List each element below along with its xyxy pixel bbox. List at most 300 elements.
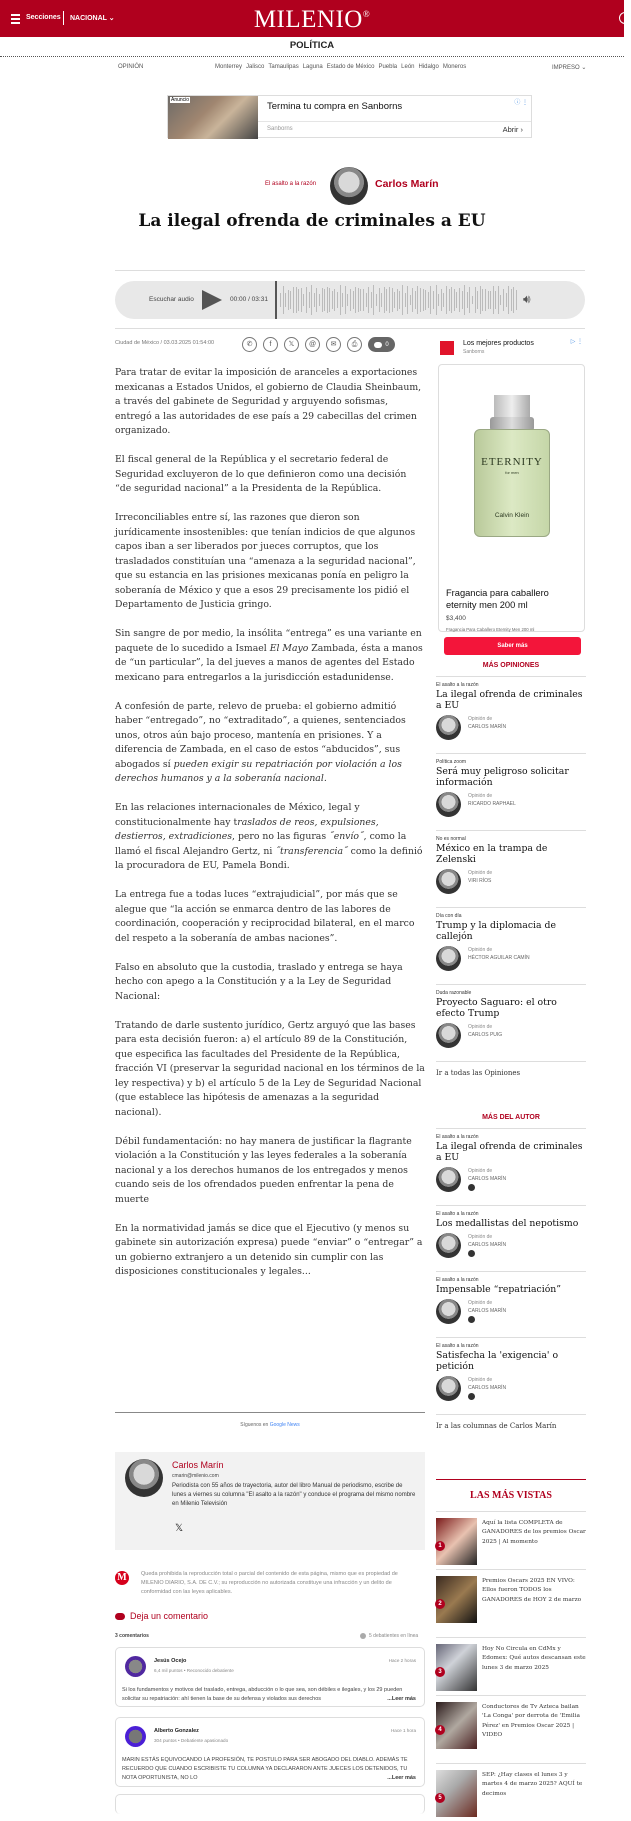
online-dot-icon xyxy=(360,1633,366,1639)
divider xyxy=(115,270,585,271)
waveform-bar xyxy=(360,289,361,311)
opinion-author-name[interactable]: CARLOS MARÍN xyxy=(468,1308,507,1314)
learn-more-button[interactable]: Saber más xyxy=(444,637,581,655)
ad-badge: Anuncio xyxy=(171,97,190,103)
waveform-bar xyxy=(438,294,439,305)
comment-text: Si los fundamentos y motivos del traslado, entrega, abducción o lo que sea, son débiles e ilegales, y los 29 pueden solicitar su repatriación: ahí tienen la base de su defensa y violados sus derechos xyxy=(122,1687,403,1702)
comment-count-value: 0 xyxy=(385,341,389,348)
print-icon[interactable]: ⎙ xyxy=(347,337,362,352)
opinion-author xyxy=(436,946,586,978)
opinion-headline[interactable]: Será muy peligroso solicitar información xyxy=(436,766,569,788)
follow-text: Síguenos en xyxy=(240,1422,269,1428)
author-box-email[interactable]: cmarin@milenio.com xyxy=(172,1473,219,1479)
waveform-bar xyxy=(394,292,395,309)
waveform-bar xyxy=(386,289,387,312)
opinion-kicker[interactable]: Duda razonable xyxy=(436,990,472,996)
most-viewed-headline[interactable]: Aquí la lista COMPLETA de GANADORES de los premios Oscar 2025 | Al momento xyxy=(482,1520,586,1545)
italic-text: raslados de reos, expulsiones, destierros, extradiciones xyxy=(115,816,379,842)
opinion-by: Opinión de xyxy=(468,947,493,953)
opinion-headline[interactable]: México en la trampa de Zelenski xyxy=(436,843,548,865)
article-paragraph xyxy=(115,1019,425,1121)
opinion-author xyxy=(436,1299,586,1331)
opinion-kicker[interactable]: El asalto a la razón xyxy=(436,1134,479,1140)
more-author-title: MÁS DEL AUTOR xyxy=(482,1114,540,1121)
opinion-kicker[interactable]: El asalto a la razón xyxy=(436,1343,479,1349)
waveform-bar xyxy=(433,291,434,309)
waveform-bar xyxy=(306,287,307,313)
edition-dropdown[interactable]: NACIONAL ⌄ xyxy=(70,15,115,22)
waveform-bar xyxy=(324,289,325,312)
waveform-bar xyxy=(456,292,457,308)
waveform-bar xyxy=(451,287,452,313)
waveform-bar xyxy=(290,291,291,309)
opinion-item[interactable] xyxy=(436,907,586,978)
play-audio-icon[interactable] xyxy=(468,1393,475,1400)
waveform-bar xyxy=(508,286,509,314)
read-more-link[interactable]: ...Leer más xyxy=(387,1775,416,1781)
top-ad[interactable] xyxy=(167,95,532,138)
side-ad-title[interactable]: Los mejores productos xyxy=(463,340,534,347)
top-bar xyxy=(0,0,624,37)
opinion-author xyxy=(436,715,586,747)
opinion-item[interactable] xyxy=(436,1337,586,1408)
audio-time: 00:00 / 03:31 xyxy=(230,296,268,303)
author-box-bio: Periodista con 55 años de trayectoria, autor del libro Manual de periodismo, escribe de lunes a viernes su columna "El asalto a la razón" y conduce el programa del mismo nombre en Milenio Televisión xyxy=(172,1483,416,1507)
text-run: , como la llamó el fiscal Alejandro Gertz, ni xyxy=(115,831,407,857)
most-viewed-item[interactable] xyxy=(436,1569,586,1637)
rank-badge: 5 xyxy=(435,1793,445,1803)
rank-badge: 3 xyxy=(435,1667,445,1677)
text-run: En las relaciones internacionales de México, legal y constitucionalmente hay t xyxy=(115,802,360,828)
author-box-avatar[interactable] xyxy=(125,1459,163,1497)
article-paragraph xyxy=(115,961,425,1005)
comment-count: 3 comentarios xyxy=(115,1633,149,1639)
nav-opinion[interactable]: OPINIÓN xyxy=(118,64,144,70)
opinion-item[interactable] xyxy=(436,830,586,901)
facebook-icon[interactable]: f xyxy=(263,337,278,352)
text-run: Falso en absoluto que la custodia, traslado y entrega se haya hecho con apego a la Constitución y a la Ley de Seguridad Nacional: xyxy=(115,961,403,1002)
waveform-bar xyxy=(498,286,499,315)
rank-badge: 1 xyxy=(435,1541,445,1551)
commenter-name[interactable]: Jesús Ocejo xyxy=(154,1658,187,1664)
waveform-bar xyxy=(340,285,341,314)
text-run: como la definió la procuradora de EU, Pamela Bondi. xyxy=(115,845,423,871)
author-avatar[interactable] xyxy=(436,1233,461,1258)
waveform-bar xyxy=(407,286,408,313)
italic-text: ˝transferencia˝ xyxy=(275,845,348,857)
waveform-bar xyxy=(511,289,512,311)
opinion-by: Opinión de xyxy=(468,716,493,722)
opinion-author-name[interactable]: HÉCTOR AGUILAR CAMÍN xyxy=(468,955,530,961)
article-body xyxy=(115,366,425,1294)
audio-label: Escuchar audio xyxy=(149,296,194,303)
audio-player xyxy=(115,281,585,319)
waveform-bar xyxy=(303,294,304,307)
article-paragraph xyxy=(115,888,425,946)
author-avatar[interactable] xyxy=(436,715,461,740)
opinion-headline[interactable]: Trump y la diplomacia de callejón xyxy=(436,920,556,942)
opinion-by: Opinión de xyxy=(468,1168,493,1174)
most-viewed xyxy=(436,1479,586,1821)
text-run: Débil fundamentación: no hay manera de justificar la flagrante violación a la Constitución y las leyes federales a la soberanía nacional y a los derechos humanos de los entregados y menos cuando seis de los ofrendados pueden enfrentar la pena de muerte xyxy=(115,1135,412,1205)
product-title[interactable]: Fragancia para caballero eternity men 200 ml xyxy=(446,588,549,610)
waveform-bar xyxy=(334,289,335,311)
search-icon[interactable] xyxy=(619,12,631,24)
ad-info-icon[interactable]: ⓘ ⋮ xyxy=(514,100,528,106)
comment-card xyxy=(115,1717,425,1787)
waveform-bar xyxy=(443,293,444,307)
waveform-bar xyxy=(319,294,320,307)
logo-mark: ® xyxy=(362,9,371,19)
opinion-by: Opinión de xyxy=(468,1377,493,1383)
text-run: Irreconciliables entre sí, las razones que dieron son jurídicamente insostenibles: que tenían indicios de que algunos capos iban a ser liberados por jueces corruptos, que los trasladados constituían una “amenaza a la seguridad nacional”, que su estancia en las prisiones mexicanas ponía en peligro la soberanía de México y que a esos 29 precisamente los pidió el Departamento de Justicia gringo. xyxy=(115,512,416,610)
divider xyxy=(115,328,585,329)
dotted-divider xyxy=(0,56,624,57)
waveform-bar xyxy=(493,286,494,314)
product-card[interactable] xyxy=(438,364,585,649)
leave-comment-button[interactable] xyxy=(115,1611,208,1621)
volume-icon[interactable]: 🔊︎ xyxy=(523,292,531,306)
comment-time: Hace 2 horas xyxy=(388,1658,416,1663)
waveform-bar xyxy=(500,295,501,305)
waveform-bar xyxy=(485,289,486,310)
article-paragraph xyxy=(115,801,425,874)
waveform-bar xyxy=(342,293,343,308)
waveform-bar xyxy=(285,293,286,307)
waveform-bar xyxy=(373,285,374,315)
waveform-bar xyxy=(350,289,351,311)
waveform-bar xyxy=(345,286,346,314)
waveform-bar xyxy=(298,289,299,312)
product-image xyxy=(474,395,550,545)
all-opinions-link[interactable]: Ir a todas las Opiniones xyxy=(436,1061,586,1077)
threads-icon[interactable]: @ xyxy=(305,337,320,352)
nav-city-link[interactable]: Tamaulipas xyxy=(268,64,299,70)
opinion-author-name[interactable]: CARLOS MARÍN xyxy=(468,1242,507,1248)
waveform-bar xyxy=(371,292,372,309)
opinion-headline[interactable]: La ilegal ofrenda de criminales a EU xyxy=(436,689,583,711)
opinion-item[interactable] xyxy=(436,676,586,747)
author-avatar[interactable] xyxy=(436,1376,461,1401)
opinion-author-name[interactable]: VIRI RÍOS xyxy=(468,878,492,884)
waveform-bar xyxy=(293,287,294,313)
waveform-bar xyxy=(314,293,315,307)
opinion-author-name[interactable]: RICARDO RAPHAEL xyxy=(468,801,516,807)
author-box-name[interactable]: Carlos Marín xyxy=(172,1460,224,1470)
ad-title[interactable]: Termina tu compra en Sanborns xyxy=(267,101,403,112)
text-run: En la normatividad jamás se dice que el Ejecutivo (y menos su gabinete sin autorización expresa) puede “enviar” o “entregar” a un gobierno extranjero a un detenido sin cumplir con las disposiciones constitucionales y legales... xyxy=(115,1222,423,1277)
waveform-bar xyxy=(425,290,426,310)
waveform-bar xyxy=(482,289,483,312)
waveform-bar xyxy=(449,289,450,311)
online-text: 5 debatientes en línea xyxy=(369,1633,419,1639)
google-news-follow[interactable] xyxy=(115,1412,425,1428)
waveform-bar xyxy=(327,287,328,313)
play-audio-icon[interactable] xyxy=(468,1184,475,1191)
italic-text: El Mayo xyxy=(269,642,309,654)
waveform-bar xyxy=(389,287,390,313)
play-audio-icon[interactable] xyxy=(468,1316,475,1323)
opinion-item[interactable] xyxy=(436,1271,586,1331)
leave-comment-label: Deja un comentario xyxy=(130,1611,209,1621)
play-audio-icon[interactable] xyxy=(468,1250,475,1257)
product-price: $3,400 xyxy=(446,615,466,622)
commenter-points: 6,4 mil puntos • Reconocido debatiente xyxy=(154,1668,234,1673)
most-viewed-item[interactable] xyxy=(436,1763,586,1821)
waveform-bar xyxy=(475,287,476,312)
opinion-item[interactable] xyxy=(436,753,586,824)
waveform-bar xyxy=(376,294,377,307)
waveform-bar xyxy=(412,288,413,312)
opinion-kicker[interactable]: Día con día xyxy=(436,913,462,919)
nav-city-link[interactable]: Jalisco xyxy=(246,64,265,70)
commenter-avatar[interactable] xyxy=(125,1726,146,1747)
opinion-author-name[interactable]: CARLOS MARÍN xyxy=(468,1385,507,1391)
opinion-kicker[interactable]: El asalto a la razón xyxy=(436,1211,479,1217)
opinion-kicker[interactable]: El asalto a la razón xyxy=(436,682,479,688)
most-viewed-item[interactable] xyxy=(436,1637,586,1695)
opinion-kicker[interactable]: Política zoom xyxy=(436,759,467,765)
waveform-bar xyxy=(488,291,489,310)
waveform-bar xyxy=(347,294,348,306)
most-viewed-headline[interactable]: Conductores de Tv Azteca bailan 'La Conga' por derrota de 'Emilia Pérez' en Premios Oscar 2025 | VIDEO xyxy=(482,1704,580,1738)
waveform-bar xyxy=(283,286,284,315)
more-opinions-title: MÁS OPINIONES xyxy=(482,662,540,669)
column-name[interactable]: El asalto a la razón xyxy=(265,181,317,187)
opinion-item[interactable] xyxy=(436,1128,586,1199)
opinion-author-name[interactable]: CARLOS MARÍN xyxy=(468,1176,507,1182)
share-bar xyxy=(242,337,395,352)
comment-bubble-icon xyxy=(374,342,382,348)
waveform-bar xyxy=(436,285,437,314)
waveform-bar xyxy=(397,289,398,312)
waveform-bar xyxy=(405,293,406,308)
most-viewed-headline[interactable]: SEP: ¿Hay clases el lunes 3 y martes 4 de marzo 2025? AQUÍ te decimos xyxy=(482,1772,583,1797)
most-viewed-headline[interactable]: Hoy No Circula en CdMx y Edomex: Qué autos descansan este lunes 3 de marzo 2025 xyxy=(482,1646,586,1671)
product-sub: for men xyxy=(505,470,519,475)
waveform-bar xyxy=(358,288,359,313)
play-icon[interactable] xyxy=(202,290,222,310)
italic-text: pueden exigir su repatriación por violación a los derechos humanos y a la soberanía nacional xyxy=(115,758,402,784)
waveform-bar xyxy=(417,286,418,313)
waveform-bar xyxy=(399,291,400,308)
author-box xyxy=(115,1452,425,1550)
text-run: Tratando de darle sustento jurídico, Gertz arguyó que las bases para esta decisión fueron: a) el artículo 89 de la Constitución, que especifica las facultades del Presidente de la República, fracción VI (preservar la seguridad nacional en los términos de la ley respectiva) y b) el artículo 5 de la Ley de Seguridad Nacional (que establece las hipótesis de amenazas a la seguridad nacional). xyxy=(115,1019,425,1118)
comment-text: MARIN ESTÁS EQUIVOCANDO LA PROFESIÓN, TE POSTULO PARA SER ABOGADO DEL DIABLO. ADEMÁS TE RECUERDO QUE CUANDO ESCRIBISTE TU COLUMNA YA DECLARARON ANTE JUECES LOS DETENIDOS, TU NOTA OPORTUNISTA, NO LO xyxy=(122,1757,408,1781)
opinion-item[interactable] xyxy=(436,984,586,1055)
whatsapp-icon[interactable]: ✆ xyxy=(242,337,257,352)
waveform-bar xyxy=(301,288,302,311)
ad-divider xyxy=(258,121,531,122)
waveform-bar xyxy=(446,286,447,313)
waveform-bar xyxy=(381,293,382,306)
comment-count-badge[interactable] xyxy=(368,337,395,352)
waveform-bar xyxy=(462,291,463,310)
logo-text: MILENIO xyxy=(253,6,363,33)
legal-text: Queda prohibida la reproducción total o parcial del contenido de esta página, mismo que es propiedad de MILENIO DIARIO, S.A. DE C.V.; su reproducción no autorizada constituye una infracción y un delito de conformidad con las leyes aplicables. xyxy=(141,1571,398,1595)
opinion-headline[interactable]: La ilegal ofrenda de criminales a EU xyxy=(436,1141,583,1163)
author-avatar[interactable] xyxy=(436,869,461,894)
comment-icon xyxy=(115,1613,125,1620)
comment-card xyxy=(115,1794,425,1814)
x-icon[interactable]: 𝕏 xyxy=(175,1523,184,1534)
nav-city-link[interactable]: Puebla xyxy=(378,64,398,70)
waveform-bar xyxy=(459,288,460,311)
article-paragraph xyxy=(115,453,425,497)
text-run: Zambada, ésta a manos de “un particular”, la del jueves a manos de agentes del Estado mexicano para entregarlos a la jurisdicción estadunidense. xyxy=(115,642,423,683)
article-title: La ilegal ofrenda de criminales a EU xyxy=(138,211,486,231)
waveform-bar xyxy=(430,286,431,313)
most-viewed-title: LAS MÁS VISTAS xyxy=(470,1490,552,1501)
opinion-headline[interactable]: Satisfecha la 'exigencia' o petición xyxy=(436,1350,559,1372)
waveform-bar xyxy=(441,289,442,312)
comment-time: Hace 1 hora xyxy=(390,1728,416,1733)
sections-button[interactable]: Secciones xyxy=(26,14,61,21)
author-avatar[interactable] xyxy=(330,167,368,205)
waveform-bar xyxy=(329,288,330,313)
waveform-bar xyxy=(410,295,411,305)
opinion-author-name[interactable]: CARLOS MARÍN xyxy=(468,724,507,730)
waveform-bar xyxy=(454,289,455,311)
waveform-bar xyxy=(495,291,496,309)
waveform-bar xyxy=(379,288,380,312)
waveform-bar xyxy=(472,296,473,305)
email-icon[interactable]: ✉ xyxy=(326,337,341,352)
adchoices-icon[interactable]: ▷ ⋮ xyxy=(570,339,583,345)
text-run: Sin sangre de por medio, la insólita “entrega” es una variante en paquete de lo sucedido a Ismael xyxy=(115,628,422,654)
waveform-bar xyxy=(464,285,465,314)
opinion-author xyxy=(436,1376,586,1408)
author-avatar[interactable] xyxy=(436,792,461,817)
waveform-bar xyxy=(420,288,421,312)
article-paragraph xyxy=(115,511,425,613)
waveform-bar xyxy=(353,291,354,310)
article-paragraph xyxy=(115,700,425,787)
waveform-bar xyxy=(392,288,393,312)
opinion-item[interactable] xyxy=(436,1205,586,1265)
product-description: Fragancia Para Caballero Eternity Men 200 ml xyxy=(446,627,535,632)
article-paragraph xyxy=(115,1135,425,1208)
author-avatar[interactable] xyxy=(436,1299,461,1324)
product-maker: Calvin Klein xyxy=(494,512,530,519)
waveform-bar xyxy=(428,292,429,308)
ad-open-button[interactable]: Abrir › xyxy=(502,125,523,134)
milenio-logo[interactable] xyxy=(0,6,624,34)
milenio-mark: M xyxy=(115,1571,129,1585)
product-brand: ETERNITY xyxy=(481,456,543,468)
opinion-by: Opinión de xyxy=(468,793,493,799)
opinion-by: Opinión de xyxy=(468,1024,493,1030)
nav-city-link[interactable]: Monterrey xyxy=(215,64,243,70)
text-run: Para tratar de evitar la imposición de aranceles a exportaciones mexicanas a Estados Unidos, el gobierno de Claudia Sheinbaum, a través del gabinete de Seguridad y arguyendo sofismas, entregó a las autoridades de ese país a 29 cabecillas del crimen organizado. xyxy=(115,367,422,436)
opinion-headline[interactable]: Impensable “repatriación” xyxy=(436,1284,562,1295)
waveform-bar xyxy=(415,291,416,310)
most-viewed-item[interactable] xyxy=(436,1695,586,1763)
ad-advertiser: Sanborns xyxy=(267,126,293,132)
waveform-bar xyxy=(296,287,297,312)
section-title[interactable]: POLÍTICA xyxy=(289,40,335,51)
google-news-logo[interactable]: Google News xyxy=(269,1422,300,1428)
opinion-by: Opinión de xyxy=(468,1300,493,1306)
opinion-author xyxy=(436,792,586,824)
article-paragraph xyxy=(115,627,425,685)
waveform-bar xyxy=(332,291,333,309)
online-count xyxy=(360,1633,418,1639)
nav-city-link[interactable]: Estado de México xyxy=(326,64,375,70)
text-run: La entrega fue a todas luces “extrajudicial”, por más que se alegue que “la acción se enmarca dentro de las labores de coordinación, cooperación y reciprocidad bilateral, en el marco del respeto a la soberanía de ambas naciones”. xyxy=(115,889,415,944)
waveform-bar xyxy=(311,285,312,315)
nav-city-link[interactable]: León xyxy=(401,64,415,70)
text-run: . xyxy=(323,773,327,784)
author-avatar[interactable] xyxy=(436,1167,461,1192)
opinion-author xyxy=(436,1167,586,1199)
waveform-bar xyxy=(506,293,507,307)
read-more-link[interactable]: ...Leer más xyxy=(387,1696,416,1702)
commenter-name[interactable]: Alberto Gonzalez xyxy=(154,1728,199,1734)
nav-impreso[interactable]: IMPRESO ⌄ xyxy=(552,65,587,71)
commenter-avatar[interactable] xyxy=(125,1656,146,1677)
waveform-bar xyxy=(513,287,514,313)
rank-badge: 4 xyxy=(435,1725,445,1735)
author-avatar[interactable] xyxy=(436,946,461,971)
waveform-bar xyxy=(469,287,470,313)
waveform-bar xyxy=(355,287,356,314)
most-viewed-item[interactable] xyxy=(436,1511,586,1569)
waveform-bar xyxy=(490,291,491,309)
audio-waveform[interactable] xyxy=(275,281,517,319)
opinion-headline[interactable]: Proyecto Saguaro: el otro efecto Trump xyxy=(436,997,557,1019)
author-avatar[interactable] xyxy=(436,1023,461,1048)
divider xyxy=(436,1479,586,1480)
nav-city-link[interactable]: Moneros xyxy=(442,64,467,70)
dateline: Ciudad de México / 03.03.2025 01:54:00 xyxy=(115,340,215,346)
most-viewed-headline[interactable]: Premios Oscars 2025 EN VIVO: Ellos fueron TODOS los GANADORES de HOY 2 de marzo xyxy=(482,1578,582,1603)
opinion-author-name[interactable]: CARLOS PUIG xyxy=(468,1032,503,1038)
opinion-by: Opinión de xyxy=(468,1234,493,1240)
opinion-headline[interactable]: Los medallistas del nepotismo xyxy=(436,1218,579,1229)
opinion-kicker[interactable]: No es normal xyxy=(436,836,466,842)
text-run: El fiscal general de la República y el secretario federal de Seguridad excluyeron de lo que definieron como una decisión “de seguridad nacional” a la Presidenta de la República. xyxy=(115,454,407,494)
waveform-bar xyxy=(384,287,385,313)
waveform-bar xyxy=(467,292,468,307)
author-name[interactable]: Carlos Marín xyxy=(375,178,439,190)
waveform-bar xyxy=(480,286,481,314)
waveform-bar xyxy=(322,288,323,313)
waveform-bar xyxy=(309,292,310,308)
more-from-author xyxy=(436,1114,586,1430)
waveform-bar xyxy=(423,289,424,311)
opinion-by: Opinión de xyxy=(468,870,493,876)
waveform-bar xyxy=(316,288,317,313)
nav-city-link[interactable]: Laguna xyxy=(302,64,323,70)
waveform-bar xyxy=(363,289,364,311)
advertiser-logo xyxy=(440,341,454,355)
opinion-author xyxy=(436,869,586,901)
x-icon[interactable]: 𝕏 xyxy=(284,337,299,352)
waveform-bar xyxy=(477,291,478,310)
nav-city-link[interactable]: Hidalgo xyxy=(418,64,439,70)
opinion-kicker[interactable]: El asalto a la razón xyxy=(436,1277,479,1283)
text-run: A confesión de parte, relevo de prueba: el gobierno admitió haber “entregado”, no “extraditado”, a quienes, sentenciados unos, otros aún bajo proceso, mantenía en prisiones. Y a diferencia de Zambada, en el caso de estos “abducidos”, sus abogados sí xyxy=(115,700,406,770)
waveform-bar xyxy=(503,289,504,311)
opinion-author xyxy=(436,1023,586,1055)
author-columns-link[interactable]: Ir a las columnas de Carlos Marín xyxy=(436,1414,586,1430)
waveform-bar xyxy=(280,293,281,307)
more-opinions xyxy=(436,662,586,1077)
opinion-author xyxy=(436,1233,586,1265)
italic-text: ˝envío˝ xyxy=(329,831,364,842)
waveform-bar xyxy=(402,285,403,314)
